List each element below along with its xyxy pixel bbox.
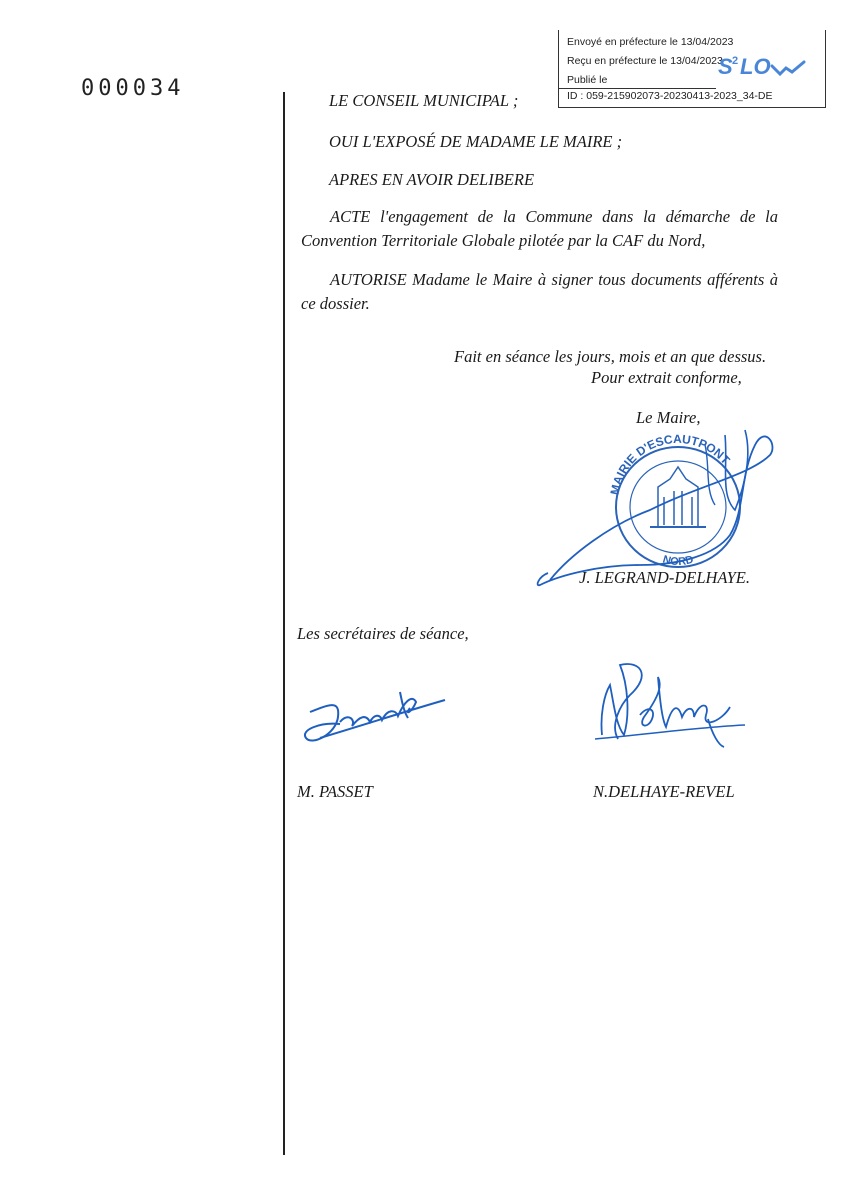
prefecture-published: Publié le: [567, 74, 608, 86]
prefecture-sent: Envoyé en préfecture le 13/04/2023: [567, 36, 734, 48]
page-number: 000034: [81, 76, 185, 101]
council-line: LE CONSEIL MUNICIPAL ;: [329, 91, 519, 110]
prefecture-received: Reçu en préfecture le 13/04/2023: [567, 55, 723, 67]
secretaries-heading: Les secrétaires de séance,: [297, 624, 469, 643]
svg-text:S: S: [718, 54, 733, 79]
svg-text:NORD: NORD: [661, 553, 695, 569]
acte-paragraph: ACTE l'engagement de la Commune dans la démarche de la Convention Territoriale Globale pilotée par la CAF du Nord,: [301, 207, 778, 250]
delhaye-signature: [590, 655, 750, 750]
svg-text:MAIRIE D'ESCAUTPONT: MAIRIE D'ESCAUTPONT: [607, 431, 733, 497]
done-in-session: Fait en séance les jours, mois et an que dessus.: [454, 347, 767, 366]
secretary-second-name: N.DELHAYE-REVEL: [593, 782, 735, 801]
deliberated-line: APRES EN AVOIR DELIBERE: [329, 170, 535, 189]
prefecture-separator: [559, 88, 716, 89]
true-extract: Pour extrait conforme,: [591, 368, 742, 387]
heard-line: OUI L'EXPOSÉ DE MADAME LE MAIRE ;: [329, 132, 623, 151]
secretary-first-name: M. PASSET: [297, 782, 373, 801]
autorise-paragraph: AUTORISE Madame le Maire à signer tous documents afférents à ce dossier.: [301, 270, 778, 313]
mayor-name: J. LEGRAND-DELHAYE.: [579, 568, 750, 587]
s2low-logo: [718, 52, 808, 82]
margin-line: [283, 92, 285, 1155]
mayor-title: Le Maire,: [636, 408, 701, 427]
svg-text:2: 2: [732, 55, 739, 67]
prefecture-id: ID : 059-215902073-20230413-2023_34-DE: [567, 90, 773, 102]
svg-text:LO: LO: [740, 54, 771, 79]
passet-signature: [300, 672, 450, 752]
